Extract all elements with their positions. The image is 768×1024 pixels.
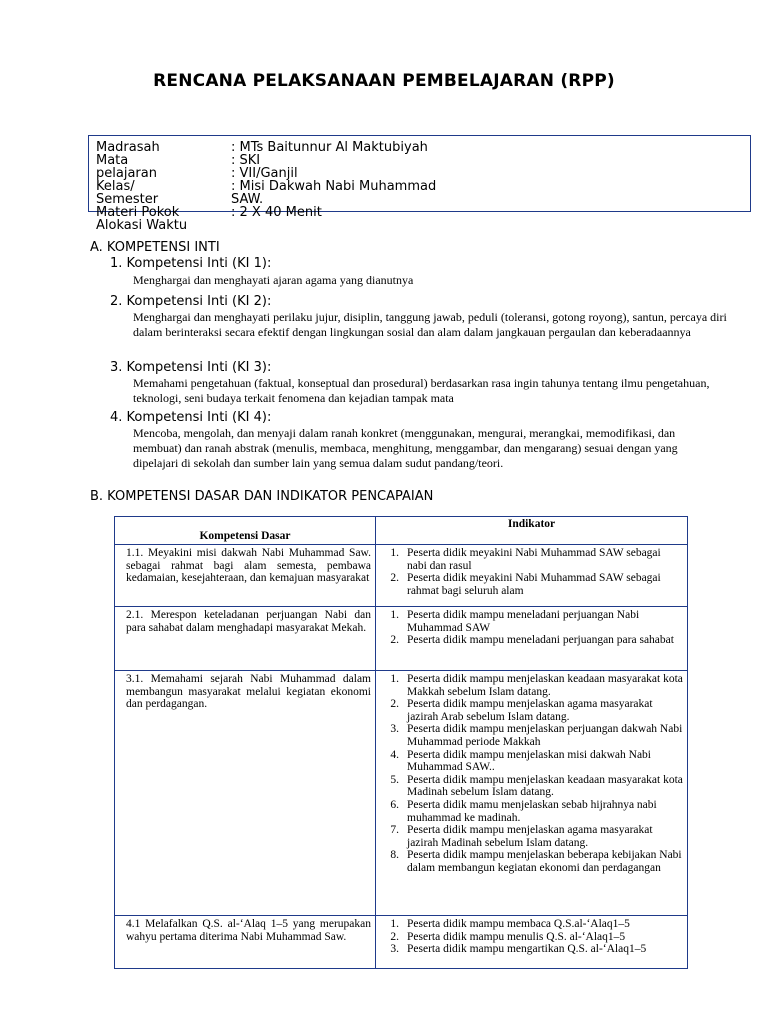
indicator-number: 1. bbox=[390, 918, 399, 930]
indicator-item bbox=[379, 572, 683, 597]
indicator-text: Peserta didik mamu menjelaskan sebab hijrahnya nabi muhammad ke madinah. bbox=[407, 798, 657, 824]
indicator-text: Peserta didik mampu menjelaskan agama masyarakat jazirah Arab sebelum Islam datang. bbox=[407, 698, 653, 723]
section-a-heading: A. KOMPETENSI INTI bbox=[90, 240, 220, 255]
indicator-item bbox=[379, 634, 683, 647]
indicator-item bbox=[379, 931, 683, 944]
indicator-item bbox=[379, 749, 683, 774]
indicator-text: Peserta didik mampu menjelaskan keadaan masyarakat kota Makkah sebelum Islam datang. bbox=[407, 673, 683, 698]
label-pelajaran: pelajaran bbox=[96, 166, 157, 181]
indicator-number: 3. bbox=[390, 943, 399, 956]
indicator-number: 1. bbox=[390, 609, 399, 621]
ki3-body: Memahami pengetahuan (faktual, konseptual dan prosedural) berdasarkan rasa ingin tahunya tentang ilmu pengetahuan, teknologi, seni budaya terkait fenomena dan kejadian tampak mata bbox=[133, 376, 710, 405]
kd-cell bbox=[115, 916, 376, 969]
value-alokasi-waktu: : 2 X 40 Menit bbox=[231, 205, 322, 220]
label-materi-pokok: Materi Pokok bbox=[96, 205, 180, 220]
ki2-heading: 2. Kompetensi Inti (KI 2): bbox=[110, 294, 272, 309]
indicator-cell bbox=[376, 916, 688, 969]
value-madrasah: : MTs Baitunnur Al Maktubiyah bbox=[231, 140, 428, 155]
kd-cell bbox=[115, 607, 376, 671]
indicator-item bbox=[379, 547, 683, 572]
indicator-text: Peserta didik mampu menjelaskan perjuangan dakwah Nabi Muhammad periode Makkah bbox=[407, 723, 683, 748]
kd-text: 3.1. Memahami sejarah Nabi Muhammad dalam membangun masyarakat melalui kegiatan ekonomi dan perdagangan. bbox=[126, 673, 371, 711]
indicator-list bbox=[376, 916, 687, 958]
indicator-number: 5. bbox=[390, 773, 399, 786]
ki1-heading: 1. Kompetensi Inti (KI 1): bbox=[110, 256, 272, 271]
value-kelas-semester: : VII/Ganjil bbox=[231, 166, 298, 181]
indicator-text: Peserta didik mampu menjelaskan beberapa kebijakan Nabi dalam membangun kegiatan ekonomi dan perdagangan bbox=[407, 849, 682, 874]
indicator-list bbox=[376, 607, 687, 649]
col-kompetensi-dasar: Kompetensi Dasar bbox=[115, 517, 376, 545]
kd-text: 4.1 Melafalkan Q.S. al-‘Alaq 1–5 yang merupakan wahyu pertama diterima Nabi Muhammad Saw. bbox=[126, 918, 371, 943]
label-mata: Mata bbox=[96, 153, 129, 168]
indicator-list bbox=[376, 671, 687, 877]
table-row bbox=[115, 916, 688, 969]
ki4-heading: 4. Kompetensi Inti (KI 4): bbox=[110, 410, 272, 425]
table-row bbox=[115, 545, 688, 607]
indicator-number: 3. bbox=[390, 723, 399, 736]
indicator-number: 2. bbox=[390, 634, 399, 647]
indicator-cell bbox=[376, 607, 688, 671]
indicator-item bbox=[379, 849, 683, 874]
indicator-text: Peserta didik meyakini Nabi Muhammad SAW sebagai nabi dan rasul bbox=[407, 547, 661, 572]
value-mata-pelajaran: : SKI bbox=[231, 153, 261, 168]
indicator-number: 1. bbox=[390, 673, 399, 685]
ki3-heading: 3. Kompetensi Inti (KI 3): bbox=[110, 360, 272, 375]
kd-text: 2.1. Merespon keteladanan perjuangan Nabi dan para sahabat dalam menghadapi masyarakat Mekah. bbox=[126, 609, 371, 634]
indicator-text: Peserta didik mampu menjelaskan agama masyarakat jazirah Madinah sebelum Islam datang. bbox=[407, 824, 653, 849]
indicator-number: 1. bbox=[390, 547, 399, 559]
indicator-text: Peserta didik meyakini Nabi Muhammad SAW sebagai rahmat bagi seluruh alam bbox=[407, 572, 661, 597]
ki2-body: Menghargai dan menghayati perilaku jujur, disiplin, tanggung jawab, peduli (toleransi, gotong royong), santun, percaya diri dalam berinteraksi secara efektif dengan lingkungan sosial dan alam dalam jangkauan pergaulan dan keberadaannya bbox=[133, 310, 727, 339]
indicator-number: 2. bbox=[390, 698, 399, 711]
indicator-text: Peserta didik mampu meneladani perjuangan para sahabat bbox=[407, 634, 674, 647]
indicator-text: Peserta didik mampu menjelaskan misi dakwah Nabi Muhammad SAW.. bbox=[407, 748, 651, 774]
indicator-number: 7. bbox=[390, 824, 399, 837]
label-madrasah: Madrasah bbox=[96, 140, 160, 155]
indicator-item bbox=[379, 918, 683, 931]
indicator-number: 8. bbox=[390, 849, 399, 862]
indicator-item bbox=[379, 824, 683, 849]
indicator-cell bbox=[376, 545, 688, 607]
indicator-number: 4. bbox=[390, 748, 399, 761]
col-indikator: Indikator bbox=[376, 517, 688, 545]
indicator-item bbox=[379, 609, 683, 634]
indicator-text: Peserta didik mampu meneladani perjuangan Nabi Muhammad SAW bbox=[407, 609, 640, 634]
indicator-number: 2. bbox=[390, 572, 399, 585]
value-materi-pokok: : Misi Dakwah Nabi Muhammad bbox=[231, 179, 437, 194]
indicator-text: Peserta didik mampu mengartikan Q.S. al-‘Alaq1–5 bbox=[407, 943, 647, 956]
kd-cell bbox=[115, 545, 376, 607]
table-header-row bbox=[115, 517, 688, 545]
page-title: RENCANA PELAKSANAAN PEMBELAJARAN (RPP) bbox=[153, 71, 615, 91]
indicator-cell bbox=[376, 671, 688, 916]
indicator-text: Peserta didik mampu membaca Q.S.al-‘Alaq1–5 bbox=[407, 918, 630, 930]
indicator-text: Peserta didik mampu menjelaskan keadaan masyarakat kota Madinah sebelum Islam datang. bbox=[407, 773, 683, 799]
indicator-item bbox=[379, 943, 683, 956]
table-row bbox=[115, 607, 688, 671]
indicator-text: Peserta didik mampu menulis Q.S. al-‘Alaq1–5 bbox=[407, 930, 626, 943]
kd-indikator-table bbox=[114, 516, 688, 969]
table-row bbox=[115, 671, 688, 916]
label-alokasi-waktu: Alokasi Waktu bbox=[96, 218, 188, 233]
indicator-number: 2. bbox=[390, 930, 399, 943]
kd-text: 1.1. Meyakini misi dakwah Nabi Muhammad Saw. sebagai rahmat bagi alam semesta, pembawa kedamaian, kesejahteraan, dan kemajuan masyarakat bbox=[126, 547, 371, 585]
section-b-heading: B. KOMPETENSI DASAR DAN INDIKATOR PENCAPAIAN bbox=[90, 489, 434, 504]
indicator-item bbox=[379, 723, 683, 748]
indicator-item bbox=[379, 799, 683, 824]
indicator-list bbox=[376, 545, 687, 599]
indicator-number: 6. bbox=[390, 798, 399, 811]
indicator-item bbox=[379, 698, 683, 723]
indicator-item bbox=[379, 774, 683, 799]
kd-cell bbox=[115, 671, 376, 916]
indicator-item bbox=[379, 673, 683, 698]
label-semester: Semester bbox=[96, 192, 159, 207]
value-materi-pokok-cont: SAW. bbox=[231, 192, 264, 207]
ki1-body: Menghargai dan menghayati ajaran agama yang dianutnya bbox=[133, 273, 414, 287]
label-kelas: Kelas/ bbox=[96, 179, 135, 194]
ki4-body: Mencoba, mengolah, dan menyaji dalam ranah konkret (menggunakan, mengurai, merangkai, memodifikasi, dan membuat) dan ranah abstrak (menulis, membaca, menghitung, menggambar, dan mengarang) sesuai dengan yang dipelajari di sekolah dan sumber lain yang semua dalam sudut pandang/teori. bbox=[133, 426, 678, 470]
